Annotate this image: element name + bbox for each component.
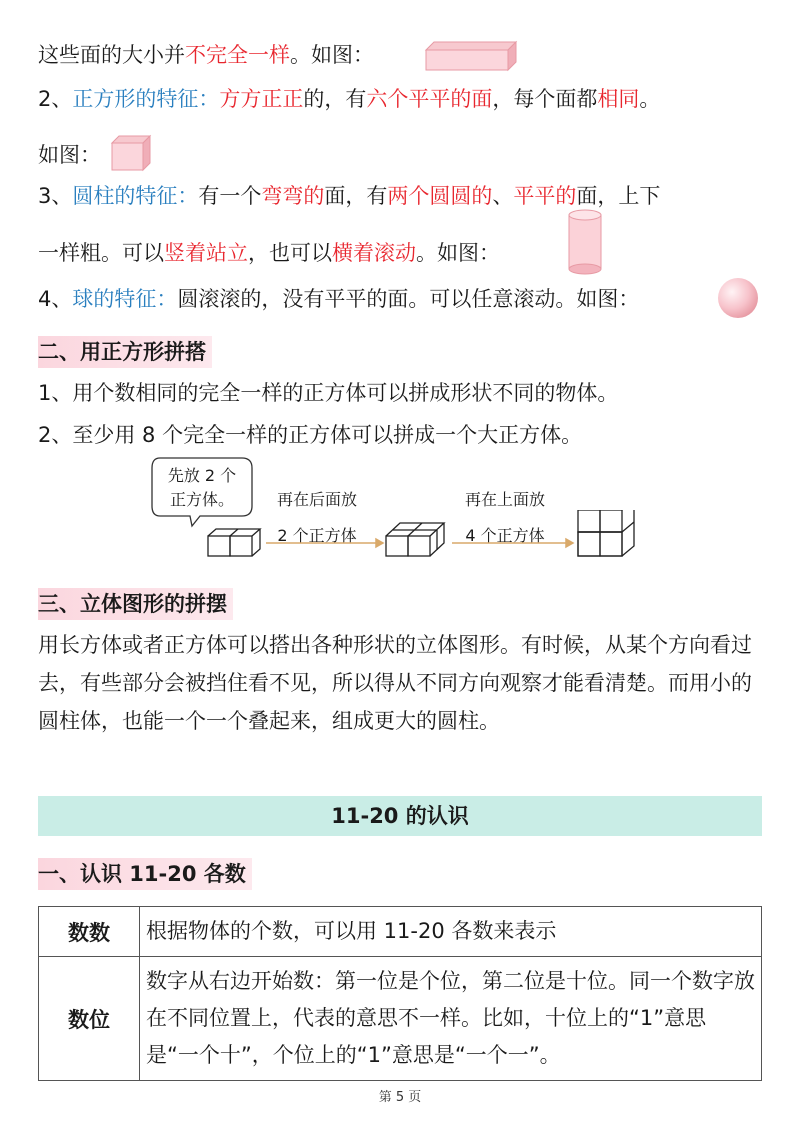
highlight: 六个平平的面 xyxy=(366,87,493,111)
text: ，每个面都 xyxy=(492,87,598,111)
item-title: 圆柱的特征： xyxy=(72,184,199,208)
cylinder-feature-line-2 xyxy=(38,238,500,268)
table-key: 数位 xyxy=(39,957,140,1081)
page-number: 第 5 页 xyxy=(378,1090,422,1105)
text: 圆滚滚的，没有平平的面。可以任意滚动。如图： xyxy=(177,287,640,311)
cube-building-diagram xyxy=(200,510,640,566)
cuboid-illustration xyxy=(424,40,518,72)
number-info-table xyxy=(38,906,762,1081)
four-cubes-icon xyxy=(386,523,444,556)
cylinder-illustration xyxy=(566,208,604,276)
text: 一样粗。可以 xyxy=(38,241,164,265)
highlight: 横着滚动 xyxy=(332,241,416,265)
bubble-text xyxy=(156,464,248,512)
text: 面，上下 xyxy=(576,184,661,208)
text: 这些面的大小并 xyxy=(38,43,185,67)
item-title: 正方形的特征： xyxy=(72,87,220,111)
table-value: 数字从右边开始数：第一位是个位，第二位是十位。同一个数字放在不同位置上，代表的意思不一样。比如，十位上的“1”意思是“一个十”，个位上的“1”意思是“一个一”。 xyxy=(140,957,762,1081)
bubble-line: 正方体。 xyxy=(169,490,234,509)
paragraph-1: 1、用个数相同的完全一样的正方体可以拼成形状不同的物体。 xyxy=(38,381,619,405)
highlight: 平平的 xyxy=(513,184,577,208)
sphere-illustration xyxy=(716,276,760,320)
caption-line: 4 个正方体 xyxy=(465,526,545,545)
highlight: 方方正正 xyxy=(219,87,304,111)
caption-line: 再在后面放 xyxy=(276,490,357,509)
table-value: 根据物体的个数，可以用 11-20 各数来表示 xyxy=(140,907,762,957)
square-figure-line xyxy=(38,140,101,170)
text: 。如图： xyxy=(416,241,500,265)
bubble-line: 先放 2 个 xyxy=(167,466,237,485)
cuboid-feature-tail xyxy=(38,40,374,70)
text: 。如图： xyxy=(290,43,374,67)
table-row xyxy=(39,957,762,1081)
text: 面，有 xyxy=(324,184,388,208)
sphere-feature-line xyxy=(38,284,639,314)
text: 。 xyxy=(639,87,661,111)
square-feature-line xyxy=(38,84,660,114)
cylinder-feature-line xyxy=(38,181,660,211)
solid-arrangement-paragraph: 用长方体或者正方体可以搭出各种形状的立体图形。有时候，从某个方向看过去，有些部分会被挡住看不见，所以得从不同方向观察才能看清楚。而用小的圆柱体，也能一个一个叠起来，组成更大的圆柱。 xyxy=(38,633,752,733)
caption-line: 再在上面放 xyxy=(464,490,545,509)
text: 有一个 xyxy=(198,184,262,208)
item-number: 2、 xyxy=(38,87,73,111)
caption-line: 2 个正方体 xyxy=(277,526,357,545)
table-key: 数数 xyxy=(39,907,140,957)
paragraph-2: 2、至少用 8 个完全一样的正方体可以拼成一个大正方体。 xyxy=(38,423,583,447)
table-row xyxy=(39,907,762,957)
text: 如图： xyxy=(38,143,101,167)
item-title: 球的特征： xyxy=(72,287,178,311)
heading-solid-arrangement: 三、立体图形的拼摆 xyxy=(38,588,233,620)
heading-square-building: 二、用正方形拼搭 xyxy=(38,336,212,368)
cube-illustration xyxy=(110,134,152,172)
item-number: 4、 xyxy=(38,287,73,311)
highlight: 两个圆圆的 xyxy=(387,184,493,208)
text: 、 xyxy=(492,184,514,208)
highlight: 不完全一样 xyxy=(185,43,290,67)
highlight: 竖着站立 xyxy=(164,241,248,265)
item-number: 3、 xyxy=(38,184,73,208)
text: ，也可以 xyxy=(248,241,332,265)
heading-know-numbers: 一、认识 11-20 各数 xyxy=(38,858,252,890)
two-cubes-icon xyxy=(208,529,260,556)
eight-cubes-icon xyxy=(578,510,634,556)
highlight: 相同 xyxy=(597,87,640,111)
section-title-bar: 11-20 的认识 xyxy=(38,796,762,836)
text: 的，有 xyxy=(303,87,367,111)
highlight: 弯弯的 xyxy=(261,184,325,208)
